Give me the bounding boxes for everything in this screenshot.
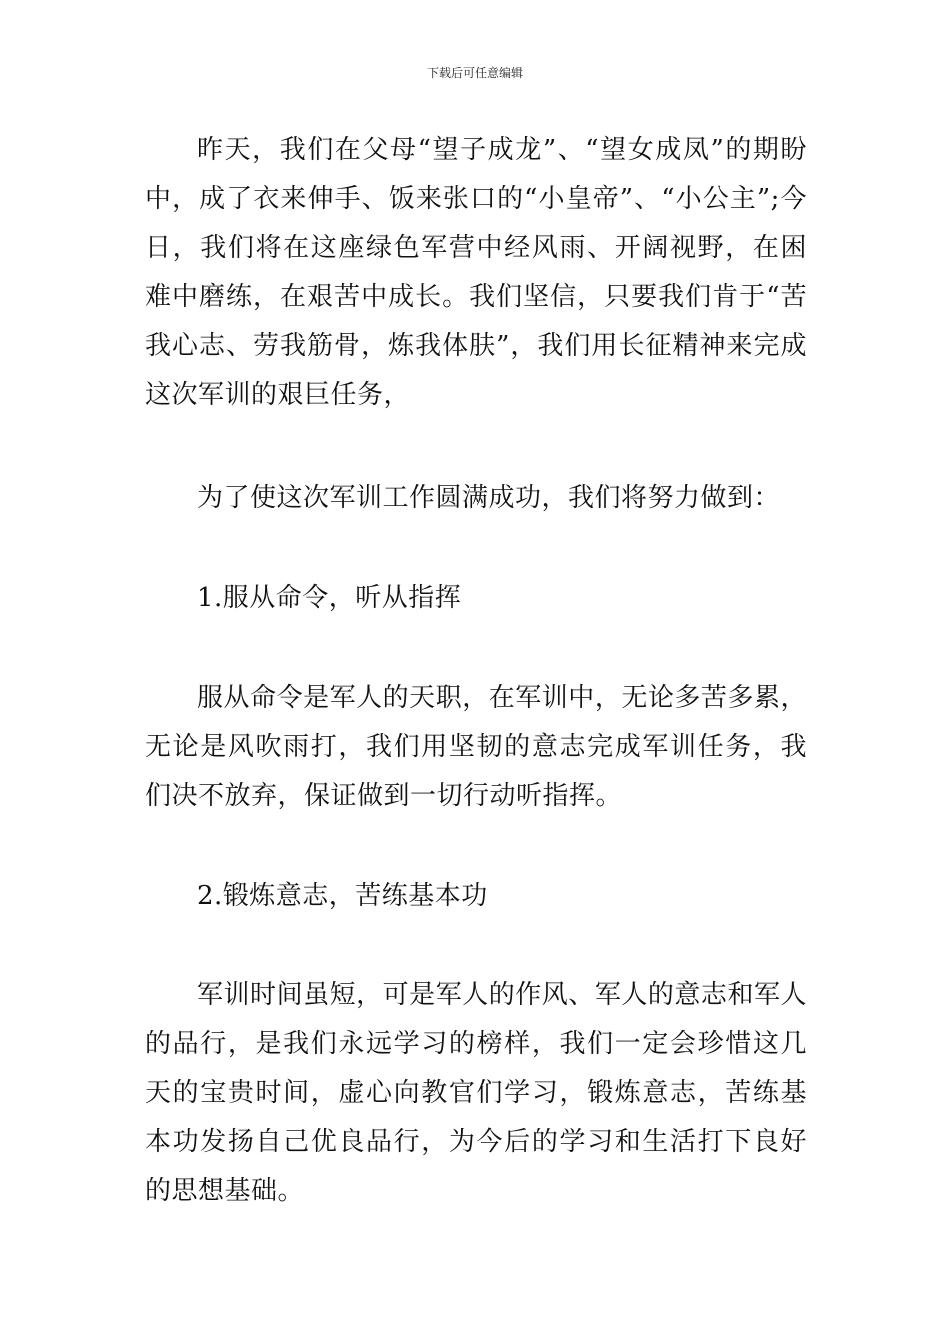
page-header: 下载后可任意编辑 bbox=[426, 66, 523, 80]
section-heading-2: 2.锻炼意志，苦练基本功 bbox=[197, 881, 488, 911]
paragraph-training: 军训时间虽短，可是军人的作风、军人的意志和军人的品行，是我们永远学习的榜样，我们一定会珍惜这几天的宝贵时间，虚心向教官们学习，锻炼意志，苦练基本功发扬自己优良品行，为今后的学习和生活打下良好的思想基础。 bbox=[145, 980, 807, 1206]
section-heading-1: 1.服从命令，听从指挥 bbox=[197, 583, 462, 613]
paragraph-intro: 昨天，我们在父母“望子成龙”、“望女成凤”的期盼中，成了衣来伸手、饭来张口的“小皇帝”、“小公主”;今日，我们将在这座绿色军营中经风雨、开阔视野，在困难中磨练，在艰苦中成长。我们坚信，只要我们肯于“苦我心志、劳我筋骨，炼我体肤”，我们用长征精神来完成这次军训的艰巨任务， bbox=[145, 135, 807, 410]
paragraph-goal: 为了使这次军训工作圆满成功，我们将努力做到： bbox=[197, 483, 781, 513]
paragraph-obey-orders: 服从命令是军人的天职，在军训中，无论多苦多累，无论是风吹雨打，我们用坚韧的意志完成军训任务，我们决不放弃，保证做到一切行动听指挥。 bbox=[145, 683, 807, 811]
